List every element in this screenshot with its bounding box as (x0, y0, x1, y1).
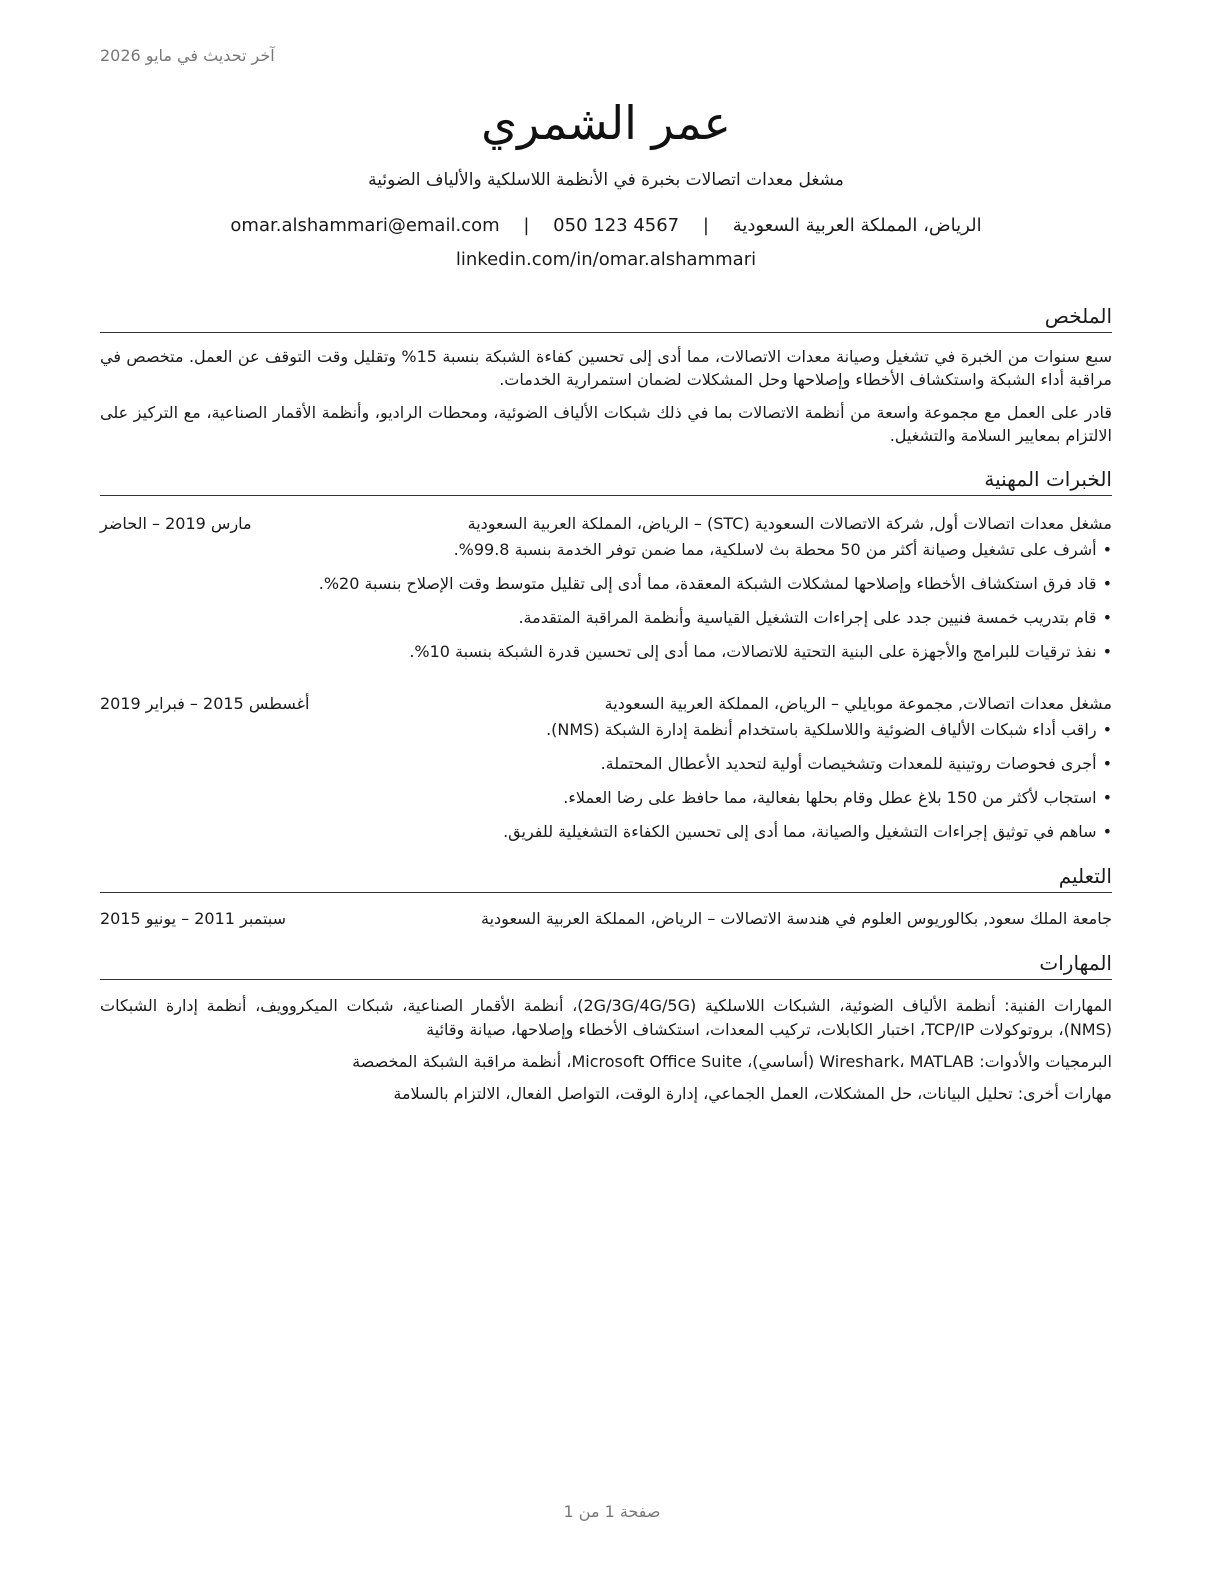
job-bullet: • أجرى فحوصات روتينية للمعدات وتشخيصات أولية لتحديد الأعطال المحتملة. (100, 752, 1112, 776)
education-entry (100, 907, 1112, 931)
summary-paragraph: قادر على العمل مع مجموعة واسعة من أنظمة الاتصالات بما في ذلك شبكات الألياف الضوئية، ومحطات الراديو، وأنظمة الأقمار الصناعية، مع التركيز على الالتزام بمعايير السلامة والتشغيل. (100, 403, 1112, 445)
job-bullets (100, 718, 1112, 844)
contact-separator: | (523, 215, 530, 236)
job-bullet: • نفذ ترقيات للبرامج والأجهزة على البنية التحتية للاتصالات، مما أدى إلى تحسين قدرة الشبكة بنسبة 10%. (100, 640, 1112, 664)
job-dates: مارس 2019 – الحاضر (100, 514, 252, 533)
skills-heading: المهارات (100, 949, 1112, 980)
education-heading: التعليم (100, 862, 1112, 893)
job-header (100, 692, 1112, 716)
education-dates: سبتمبر 2011 – يونيو 2015 (100, 909, 287, 928)
contact-email[interactable]: omar.alshammari@email.com (230, 215, 500, 236)
contact-linkedin[interactable]: linkedin.com/in/omar.alshammari (455, 249, 757, 270)
resume-content (100, 90, 1112, 1106)
skills-software: البرمجيات والأدوات: Wireshark، MATLAB (أساسي)، Microsoft Office Suite، أنظمة مراقبة الشبكة المخصصة (352, 1052, 1112, 1071)
contact-location: الرياض، المملكة العربية السعودية (732, 215, 982, 236)
skills-technical: المهارات الفنية: أنظمة الألياف الضوئية، الشبكات اللاسلكية (2G/3G/4G/5G)، أنظمة الأقمار الصناعية، شبكات الميكروويف، أنظمة إدارة الشبكات (NMS)، بروتوكولات TCP/IP، اختبار الكابلات، تركيب المعدات، استكشاف الأخطاء وإصلاحها، صيانة وقائية (100, 996, 1113, 1039)
job-role-company: مشغل معدات اتصالات, مجموعة موبايلي – الرياض، المملكة العربية السعودية (604, 694, 1112, 713)
contact-separator: | (702, 215, 709, 236)
skills-other: مهارات أخرى: تحليل البيانات، حل المشكلات، العمل الجماعي، إدارة الوقت، التواصل الفعال، الالتزام بالسلامة (393, 1084, 1112, 1103)
contact-line (100, 214, 1112, 238)
candidate-name: عمر الشمري (481, 96, 731, 150)
summary-heading: الملخص (100, 302, 1112, 333)
job-bullet: • استجاب لأكثر من 150 بلاغ عطل وقام بحلها بفعالية، مما حافظ على رضا العملاء. (100, 786, 1112, 810)
job-bullets (100, 538, 1112, 664)
job-dates: أغسطس 2015 – فبراير 2019 (100, 694, 310, 713)
page-number: صفحة 1 من 1 (563, 1502, 661, 1521)
job-role-company: مشغل معدات اتصالات أول, شركة الاتصالات السعودية (STC) – الرياض، المملكة العربية السعودية (467, 514, 1112, 533)
last-updated-note: آخر تحديث في مايو 2026 (100, 46, 275, 65)
job-bullet: • ساهم في توثيق إجراءات التشغيل والصيانة، مما أدى إلى تحسين الكفاءة التشغيلية للفريق. (100, 820, 1112, 844)
job-bullet: • قام بتدريب خمسة فنيين جدد على إجراءات التشغيل القياسية وأنظمة المراقبة المتقدمة. (100, 606, 1112, 630)
job-bullet: • قاد فرق استكشاف الأخطاء وإصلاحها لمشكلات الشبكة المعقدة، مما أدى إلى تقليل متوسط وقت الإصلاح بنسبة 20%. (100, 572, 1112, 596)
experience-heading: الخبرات المهنية (100, 465, 1112, 496)
contact-phone: 050 123 4567 (553, 215, 680, 236)
job-bullet: • أشرف على تشغيل وصيانة أكثر من 50 محطة بث لاسلكية، مما ضمن توفر الخدمة بنسبة 99.8%. (100, 538, 1112, 562)
job-header (100, 512, 1112, 536)
job-bullet: • راقب أداء شبكات الألياف الضوئية واللاسلكية باستخدام أنظمة إدارة الشبكة (NMS). (100, 718, 1112, 742)
candidate-title: مشغل معدات اتصالات بخبرة في الأنظمة اللاسلكية والألياف الضوئية (368, 170, 844, 190)
education-school-degree: جامعة الملك سعود, بكالوريوس العلوم في هندسة الاتصالات – الرياض، المملكة العربية السعودية (481, 909, 1112, 928)
summary-paragraph: سبع سنوات من الخبرة في تشغيل وصيانة معدات الاتصالات، مما أدى إلى تحسين كفاءة الشبكة بنسبة 15% وتقليل وقت التوقف عن العمل. متخصص في مراقبة أداء الشبكة واستكشاف الأخطاء وإصلاحها وحل المشكلات لضمان استمرارية الخدمات. (100, 347, 1113, 389)
